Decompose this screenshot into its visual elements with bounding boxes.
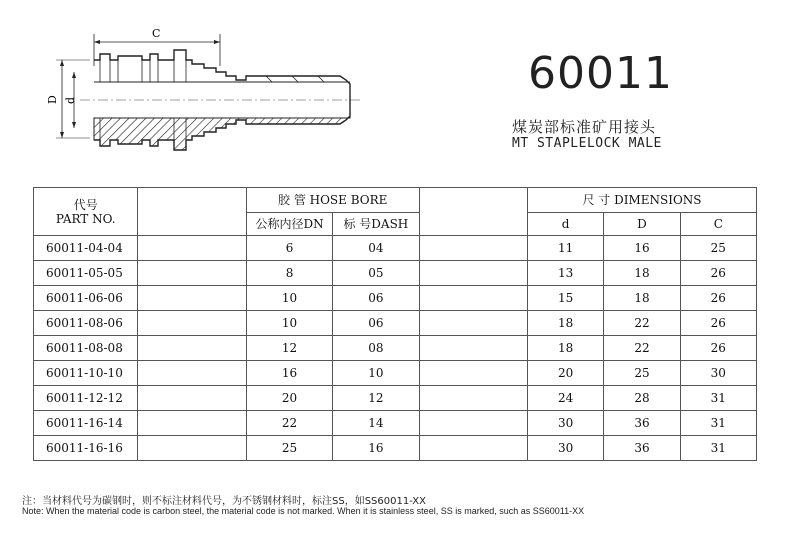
C-cell: 25 — [680, 236, 756, 261]
dash-cell: 06 — [333, 311, 419, 336]
table-row — [34, 261, 757, 286]
dim-D-label: D — [46, 95, 59, 104]
spacer-cell — [138, 361, 246, 386]
D-cell: 22 — [604, 336, 680, 361]
spacer-cell — [419, 311, 527, 336]
d-cell: 15 — [527, 286, 603, 311]
C-cell: 26 — [680, 261, 756, 286]
note-en: Note: When the material code is carbon steel, the material code is not marked. When it is stainless steel, SS is marked, such as SS60011-XX — [22, 506, 585, 516]
header-d: d — [527, 213, 603, 236]
table-row — [34, 436, 757, 461]
spacer-cell — [419, 436, 527, 461]
dn-cell: 22 — [246, 411, 332, 436]
C-cell: 30 — [680, 361, 756, 386]
header-part-no-en: PART NO. — [55, 211, 116, 226]
spacer-cell — [138, 386, 246, 411]
C-cell: 31 — [680, 411, 756, 436]
spacer-cell — [138, 236, 246, 261]
header-hose-bore: 胶 管 HOSE BORE — [246, 188, 419, 213]
dn-cell: 25 — [246, 436, 332, 461]
d-cell: 30 — [527, 411, 603, 436]
dn-cell: 10 — [246, 311, 332, 336]
table-row — [34, 311, 757, 336]
C-cell: 31 — [680, 386, 756, 411]
d-cell: 30 — [527, 436, 603, 461]
dn-cell: 10 — [246, 286, 332, 311]
part-no-cell: 60011-16-14 — [34, 411, 138, 436]
D-cell: 16 — [604, 236, 680, 261]
spacer-cell — [419, 286, 527, 311]
D-cell: 36 — [604, 411, 680, 436]
dash-cell: 05 — [333, 261, 419, 286]
note-cn: 注：当材料代号为碳钢时，则不标注材料代号，为不锈钢材料时，标注SS，如SS60011-XX — [22, 496, 427, 507]
product-title-en: MT STAPLELOCK MALE — [512, 136, 662, 151]
dim-c-label: C — [152, 27, 161, 40]
d-cell: 20 — [527, 361, 603, 386]
product-title-cn: 煤炭部标准矿用接头 — [512, 118, 657, 136]
spacer-cell — [419, 386, 527, 411]
D-cell: 28 — [604, 386, 680, 411]
dash-cell: 12 — [333, 386, 419, 411]
D-cell: 18 — [604, 261, 680, 286]
dn-cell: 20 — [246, 386, 332, 411]
table-row — [34, 286, 757, 311]
D-cell: 18 — [604, 286, 680, 311]
header-spacer — [419, 188, 527, 236]
part-code-title: 60011 — [528, 48, 673, 99]
header-dn: 公称内径DN — [246, 213, 332, 236]
dash-cell: 14 — [333, 411, 419, 436]
spacer-cell — [419, 411, 527, 436]
part-no-cell: 60011-04-04 — [34, 236, 138, 261]
header-D: D — [604, 213, 680, 236]
D-cell: 25 — [604, 361, 680, 386]
part-no-cell: 60011-08-06 — [34, 311, 138, 336]
d-cell: 18 — [527, 336, 603, 361]
dash-cell: 04 — [333, 236, 419, 261]
C-cell: 26 — [680, 286, 756, 311]
d-cell: 18 — [527, 311, 603, 336]
table-row — [34, 336, 757, 361]
dn-cell: 8 — [246, 261, 332, 286]
dash-cell: 08 — [333, 336, 419, 361]
C-cell: 26 — [680, 336, 756, 361]
spacer-cell — [419, 336, 527, 361]
part-no-cell: 60011-12-12 — [34, 386, 138, 411]
spacer-cell — [138, 436, 246, 461]
header-C: C — [680, 213, 756, 236]
dimensions-table — [33, 187, 757, 461]
C-cell: 31 — [680, 436, 756, 461]
header-dimensions: 尺 寸 DIMENSIONS — [527, 188, 756, 213]
d-cell: 13 — [527, 261, 603, 286]
table-row — [34, 361, 757, 386]
dn-cell: 6 — [246, 236, 332, 261]
header-dash: 标 号DASH — [333, 213, 419, 236]
part-no-cell: 60011-16-16 — [34, 436, 138, 461]
table-row — [34, 386, 757, 411]
table-row — [34, 411, 757, 436]
d-cell: 24 — [527, 386, 603, 411]
dn-cell: 12 — [246, 336, 332, 361]
d-cell: 11 — [527, 236, 603, 261]
dn-cell: 16 — [246, 361, 332, 386]
D-cell: 36 — [604, 436, 680, 461]
fitting-cross-section-drawing — [40, 20, 370, 170]
spacer-cell — [138, 336, 246, 361]
header-part-no-cn: 代号 — [73, 197, 98, 212]
spacer-cell — [419, 261, 527, 286]
part-no-cell: 60011-05-05 — [34, 261, 138, 286]
dim-d-label: d — [64, 96, 77, 104]
dash-cell: 10 — [333, 361, 419, 386]
spacer-cell — [419, 236, 527, 261]
dash-cell: 06 — [333, 286, 419, 311]
part-no-cell: 60011-08-08 — [34, 336, 138, 361]
spacer-cell — [419, 361, 527, 386]
table-row — [34, 236, 757, 261]
part-no-cell: 60011-06-06 — [34, 286, 138, 311]
dash-cell: 16 — [333, 436, 419, 461]
header-part-no — [34, 188, 138, 236]
C-cell: 26 — [680, 311, 756, 336]
spacer-cell — [138, 411, 246, 436]
part-no-cell: 60011-10-10 — [34, 361, 138, 386]
spacer-cell — [138, 286, 246, 311]
header-spacer — [138, 188, 246, 236]
spacer-cell — [138, 261, 246, 286]
D-cell: 22 — [604, 311, 680, 336]
spacer-cell — [138, 311, 246, 336]
